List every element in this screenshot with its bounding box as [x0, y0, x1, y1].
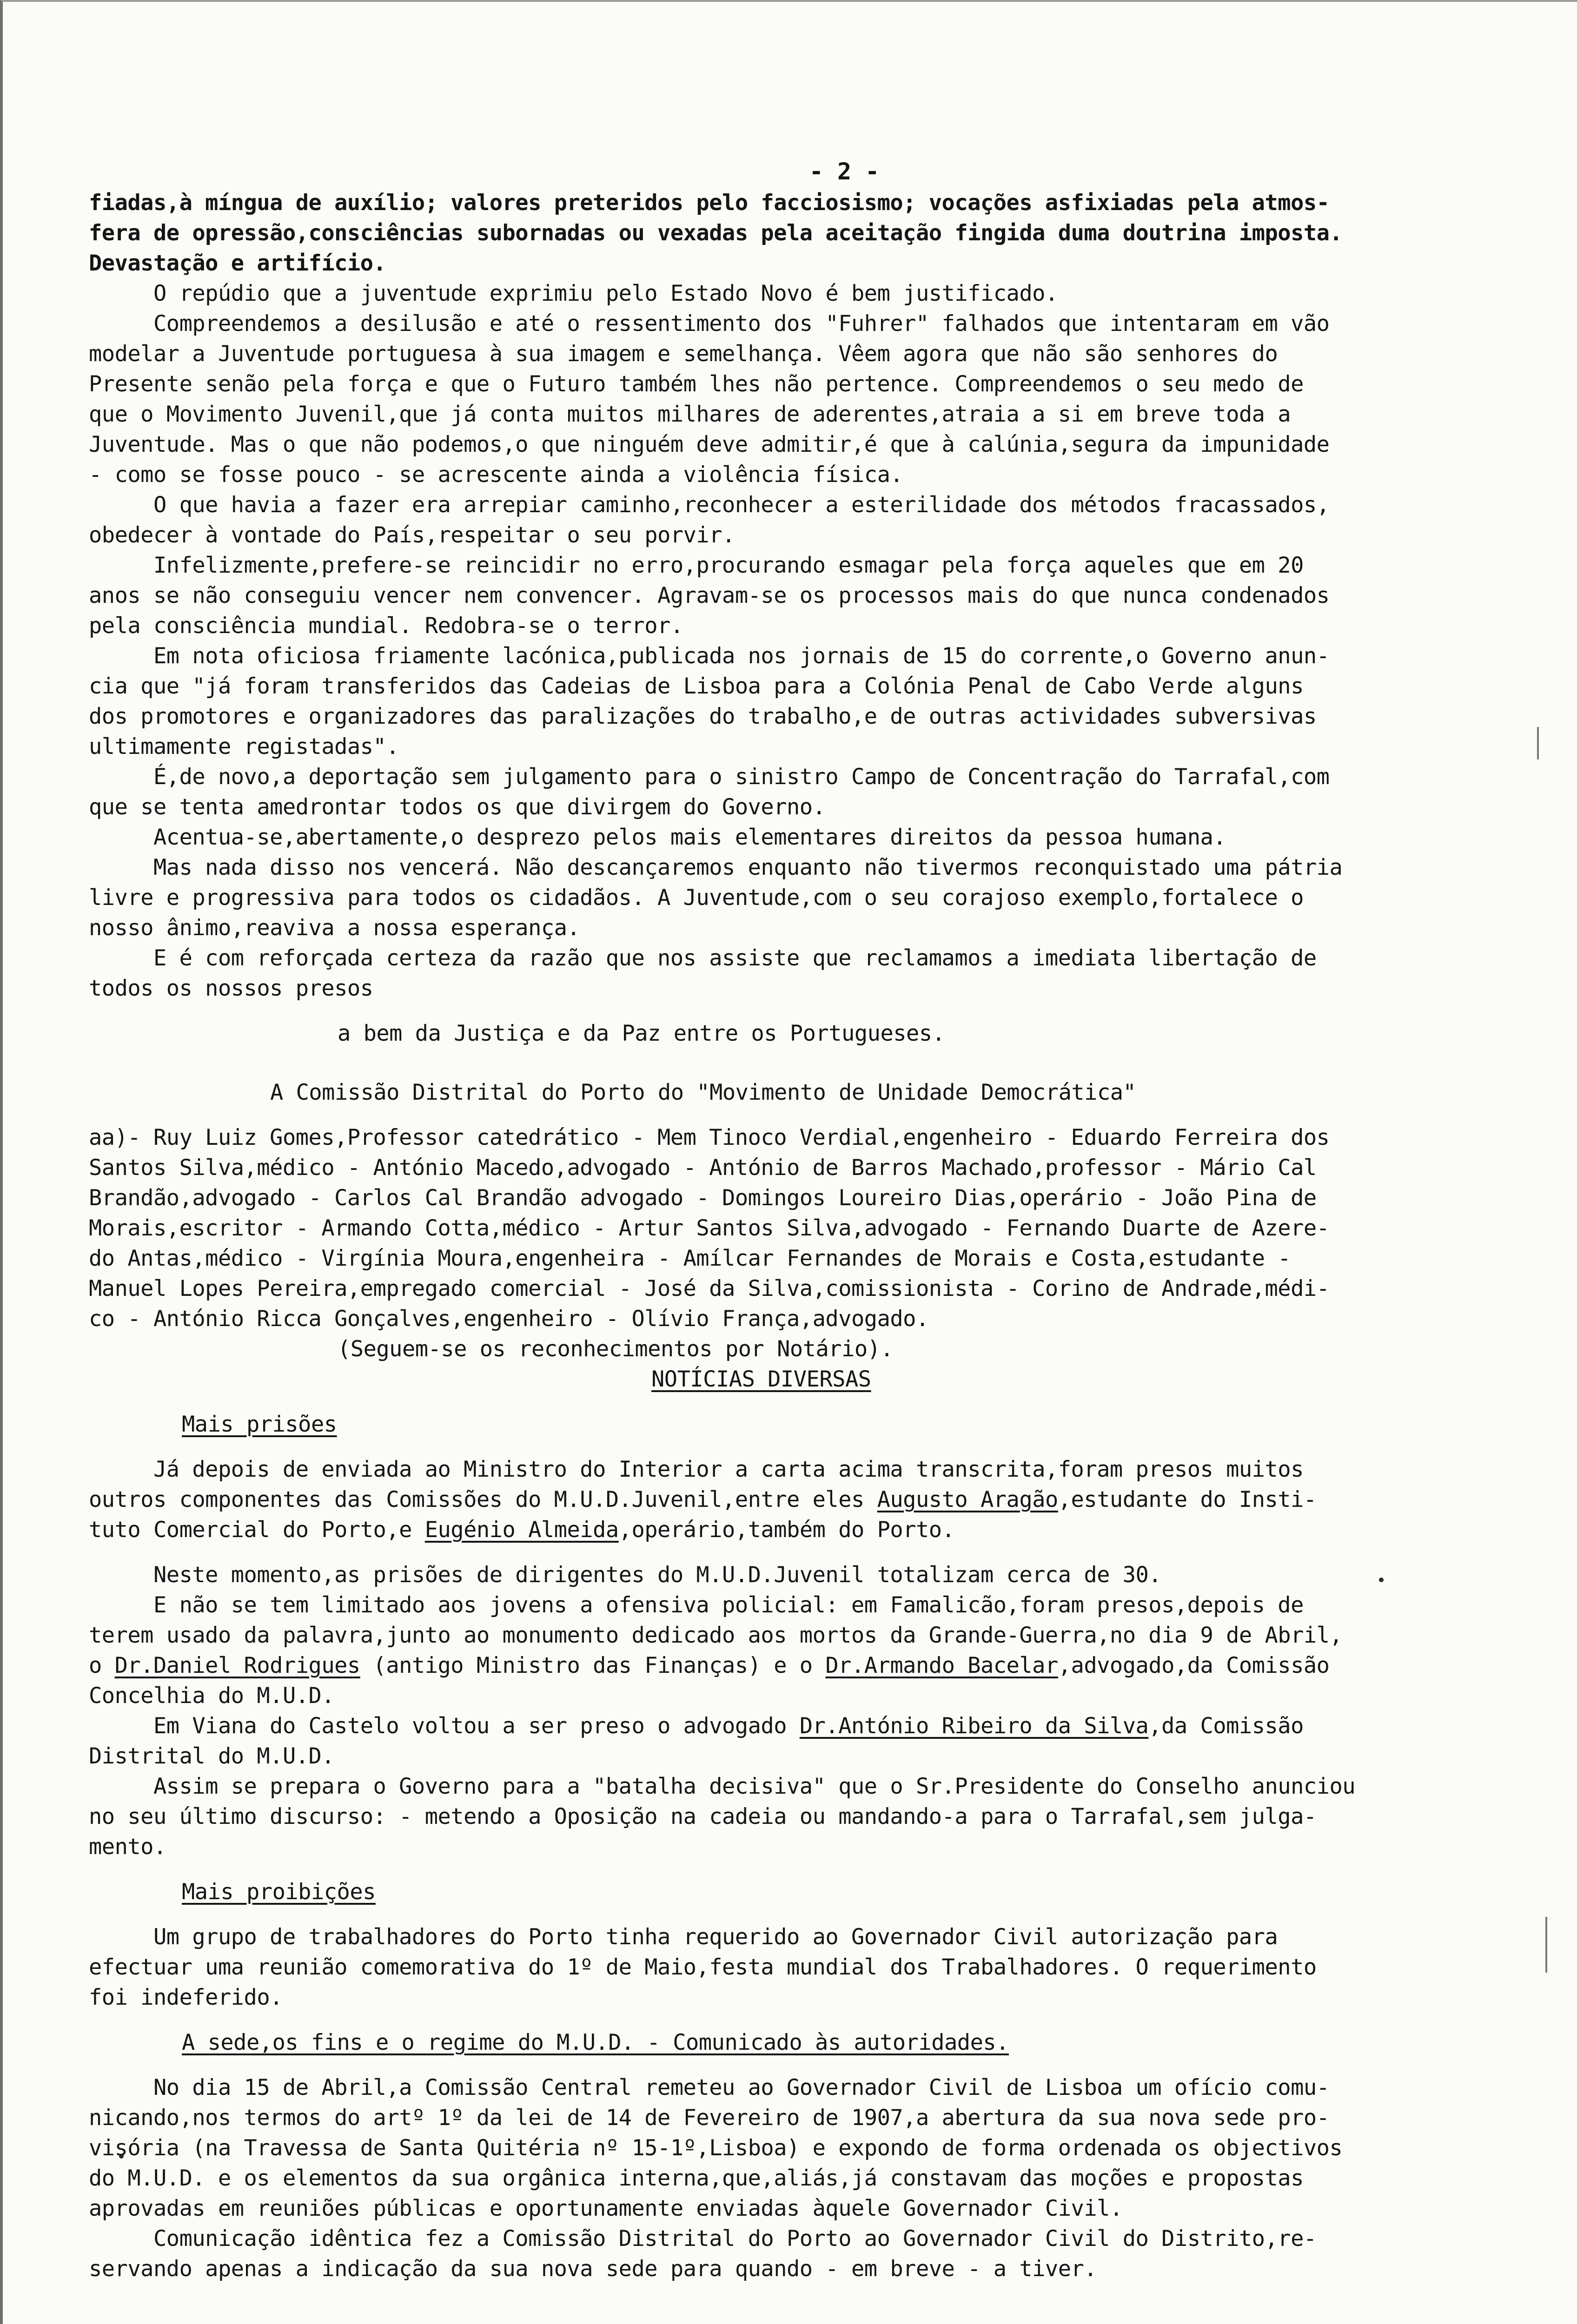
text-line: É,de novo,a deportação sem julgamento para o sinistro Campo de Concentração do Tarrafal,com	[89, 764, 1330, 790]
text-line: Assim se prepara o Governo para a "batalha decisiva" que o Sr.Presidente do Conselho anunciou	[89, 1774, 1356, 1799]
text-line: todos os nossos presos	[89, 976, 373, 1001]
letter-body	[89, 278, 1544, 1004]
text-line: Brandão,advogado - Carlos Cal Brandão advogado - Domingos Loureiro Dias,operário - João Pina de	[89, 1185, 1317, 1211]
text-line: do Antas,médico - Virgínia Moura,engenheira - Amílcar Fernandes de Morais e Costa,estudante -	[89, 1246, 1291, 1271]
name-eugenio-almeida: Eugénio Almeida	[424, 1517, 619, 1543]
notarial-note: (Seguem-se os reconhecimentos por Notário).	[338, 1336, 894, 1362]
text-line: servando apenas a indicação da sua nova sede para quando - em breve - a tiver.	[89, 2256, 1097, 2282]
sede-paragraph-2	[89, 2224, 1544, 2284]
text-line: Distrital do M.U.D.	[89, 1743, 335, 1769]
mais-prisoes-paragraph-2: Neste momento,as prisões de dirigentes do M.U.D.Juvenil totalizam cerca de 30.	[89, 1562, 1162, 1588]
text-line: Devastação e artifício.	[89, 251, 386, 276]
text-line: cia que "já foram transferidos das Cadeias de Lisboa para a Colónia Penal de Cabo Verde alguns	[89, 673, 1304, 699]
text-line: Um grupo de trabalhadores do Porto tinha requerido ao Governador Civil autorização para	[89, 1924, 1278, 1950]
opening-paragraph	[89, 188, 1544, 278]
text-line: nicando,nos termos do artº 1º da lei de 14 de Fevereiro de 1907,a abertura da sua nova sede pro-	[89, 2105, 1330, 2131]
text-line: Manuel Lopes Pereira,empregado comercial - José da Silva,comissionista - Corino de Andrade,médi-	[89, 1276, 1330, 1301]
section-title-mais-prisoes: Mais prisões	[182, 1412, 337, 1437]
text-line: dos promotores e organizadores das paralizações do trabalho,e de outras actividades subversivas	[89, 704, 1317, 729]
text-line: ultimamente registadas".	[89, 734, 399, 759]
text-line: visória (na Travessa de Santa Quitéria nº 15-1º,Lisboa) e expondo de forma ordenada os objectivos	[89, 2135, 1343, 2161]
signature-heading: A Comissão Distrital do Porto do "Movimento de Unidade Democrática"	[270, 1080, 1136, 1105]
name-antonio-ribeiro-da-silva: Dr.António Ribeiro da Silva	[799, 1713, 1149, 1739]
text-line: Em nota oficiosa friamente lacónica,publicada nos jornais de 15 do corrente,o Governo anun-	[89, 643, 1330, 669]
text-line: obedecer à vontade do País,respeitar o seu porvir.	[89, 522, 735, 548]
closing-line: a bem da Justiça e da Paz entre os Portugueses.	[338, 1021, 945, 1046]
text-line: E é com reforçada certeza da razão que nos assiste que reclamamos a imediata libertação de	[89, 945, 1317, 971]
signatories-block	[89, 1122, 1544, 1334]
mais-prisoes-paragraph-1	[89, 1454, 1544, 1545]
text-line: O que havia a fazer era arrepiar caminho,reconhecer a esterilidade dos métodos fracassados,	[89, 492, 1330, 518]
document-body	[89, 155, 1544, 2284]
name-armando-bacelar: Dr.Armando Bacelar	[825, 1653, 1058, 1678]
mais-prisoes-paragraph-5	[89, 1771, 1544, 1862]
text-line: Comunicação idêntica fez a Comissão Distrital do Porto ao Governador Civil do Distrito,re-	[89, 2226, 1317, 2251]
text-line: pela consciência mundial. Redobra-se o terror.	[89, 613, 683, 639]
text-line: que o Movimento Juvenil,que já conta muitos milhares de aderentes,atraia a si em breve toda a	[89, 402, 1291, 427]
scan-margin-mark	[1545, 1917, 1547, 1973]
section-title-mais-proibicoes: Mais proibições	[182, 1879, 376, 1905]
text-line: Infelizmente,prefere-se reincidir no erro,procurando esmagar pela força aqueles que em 20	[89, 553, 1304, 578]
text-line: Mas nada disso nos vencerá. Não descançaremos enquanto não tivermos reconquistado uma pátria	[89, 855, 1343, 880]
text-line: livre e progressiva para todos os cidadãos. A Juventude,com o seu corajoso exemplo,fortalece o	[89, 885, 1304, 911]
section-title-sede: A sede,os fins e o regime do M.U.D. - Comunicado às autoridades.	[182, 2030, 1009, 2055]
text-line: No dia 15 de Abril,a Comissão Central remeteu ao Governador Civil de Lisboa um ofício comu-	[89, 2075, 1330, 2100]
page-number: - 2 -	[809, 158, 880, 185]
mais-prisoes-paragraph-4	[89, 1711, 1544, 1771]
text-line: que se tenta amedrontar todos os que divirgem do Governo.	[89, 794, 826, 820]
text-line: efectuar uma reunião comemorativa do 1º de Maio,festa mundial dos Trabalhadores. O requerimento	[89, 1954, 1317, 1980]
news-heading: NOTÍCIAS DIVERSAS	[651, 1367, 871, 1392]
text-line: Juventude. Mas o que não podemos,o que ninguém deve admitir,é que à calúnia,segura da impunidade	[89, 432, 1330, 457]
name-daniel-rodrigues: Dr.Daniel Rodrigues	[114, 1653, 360, 1678]
text-line: terem usado da palavra,junto ao monumento dedicado aos mortos da Grande-Guerra,no dia 9 de Abril,	[89, 1623, 1343, 1648]
text-line: Já depois de enviada ao Ministro do Interior a carta acima transcrita,foram presos muitos	[89, 1457, 1304, 1482]
text-line: Em Viana do Castelo voltou a ser preso o advogado Dr.António Ribeiro da Silva,da Comissão	[89, 1713, 1304, 1739]
text-line: do M.U.D. e os elementos da sua orgânica interna,que,aliás,já constavam das moções e propostas	[89, 2166, 1304, 2191]
text-line: Compreendemos a desilusão e até o ressentimento dos "Fuhrer" falhados que intentaram em vão	[89, 311, 1330, 337]
name-augusto-aragao: Augusto Aragão	[877, 1487, 1058, 1512]
mais-prisoes-paragraph-3	[89, 1590, 1544, 1711]
text-line: Presente senão pela força e que o Futuro também lhes não pertence. Compreendemos o seu medo de	[89, 371, 1304, 397]
text-line: co - António Ricca Gonçalves,engenheiro - Olívio França,advogado.	[89, 1306, 929, 1332]
text-line: mento.	[89, 1834, 166, 1860]
text-line: E não se tem limitado aos jovens a ofensiva policial: em Famalicão,foram presos,depois de	[89, 1592, 1304, 1618]
text-line: Morais,escritor - Armando Cotta,médico - Artur Santos Silva,advogado - Fernando Duarte de Azere-	[89, 1215, 1330, 1241]
text-line: foi indeferido.	[89, 1985, 283, 2010]
text-line: O repúdio que a juventude exprimiu pelo Estado Novo é bem justificado.	[89, 281, 1058, 306]
sede-paragraph-1	[89, 2073, 1544, 2224]
text-line: aa)- Ruy Luiz Gomes,Professor catedrático - Mem Tinoco Verdial,engenheiro - Eduardo Ferreira dos	[89, 1125, 1330, 1150]
text-line: no seu último discurso: - metendo a Oposição na cadeia ou mandando-a para o Tarrafal,sem julga-	[89, 1804, 1317, 1829]
text-line: Santos Silva,médico - António Macedo,advogado - António de Barros Machado,professor - Mário Cal	[89, 1155, 1317, 1181]
text-line: fiadas,à míngua de auxílio; valores preteridos pelo facciosismo; vocações asfixiadas pela atmos-	[89, 190, 1330, 216]
text-line: anos se não conseguiu vencer nem convencer. Agravam-se os processos mais do que nunca condenados	[89, 583, 1330, 608]
text-line: o Dr.Daniel Rodrigues (antigo Ministro das Finanças) e o Dr.Armando Bacelar,advogado,da Comissão	[89, 1653, 1330, 1678]
text-line: tuto Comercial do Porto,e Eugénio Almeida,operário,também do Porto.	[89, 1517, 955, 1543]
text-line: outros componentes das Comissões do M.U.D.Juvenil,entre eles Augusto Aragão,estudante do Insti-	[89, 1487, 1317, 1512]
mais-proibicoes-paragraph-1	[89, 1922, 1544, 2013]
text-line: fera de opressão,consciências subornadas ou vexadas pela aceitação fingida duma doutrina imposta.	[89, 220, 1343, 246]
text-line: modelar a Juventude portuguesa à sua imagem e semelhança. Vêem agora que não são senhores do	[89, 341, 1278, 367]
text-line: Acentua-se,abertamente,o desprezo pelos mais elementares direitos da pessoa humana.	[89, 825, 1226, 850]
text-line: Concelhia do M.U.D.	[89, 1683, 335, 1709]
text-line: nosso ânimo,reaviva a nossa esperança.	[89, 915, 580, 941]
text-line: aprovadas em reuniões públicas e oportunamente enviadas àquele Governador Civil.	[89, 2196, 1123, 2221]
text-line: - como se fosse pouco - se acrescente ainda a violência física.	[89, 462, 903, 488]
